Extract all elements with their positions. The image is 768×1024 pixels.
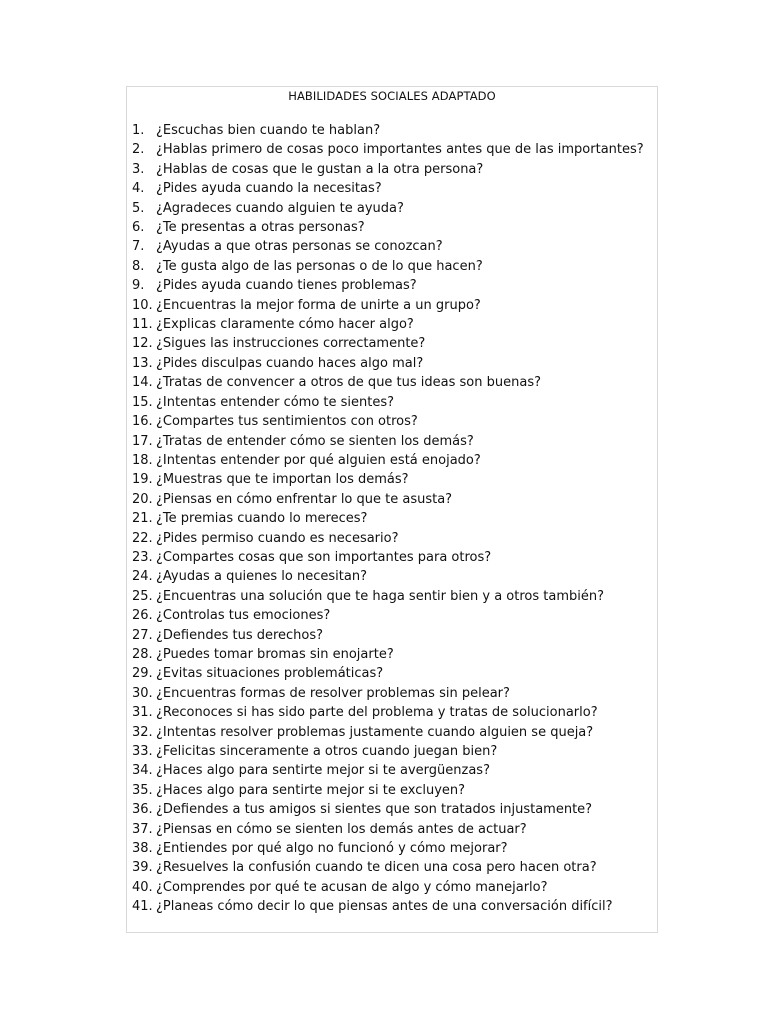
question-item bbox=[132, 276, 652, 295]
question-text: ¿Explicas claramente cómo hacer algo? bbox=[156, 317, 414, 333]
question-text: ¿Felicitas sinceramente a otros cuando juegan bien? bbox=[156, 744, 498, 759]
document-title: HABILIDADES SOCIALES ADAPTADO bbox=[288, 89, 496, 103]
question-item bbox=[132, 354, 652, 373]
question-item bbox=[132, 393, 652, 412]
question-item bbox=[132, 645, 652, 664]
question-number: 37. bbox=[132, 821, 153, 837]
question-number: 6. bbox=[132, 220, 145, 236]
question-item bbox=[132, 723, 652, 742]
question-item bbox=[132, 567, 652, 586]
question-item bbox=[132, 664, 652, 683]
question-item bbox=[132, 509, 652, 528]
question-text: ¿Encuentras la mejor forma de unirte a un grupo? bbox=[156, 297, 481, 313]
question-number: 30. bbox=[132, 685, 153, 701]
question-item bbox=[132, 412, 652, 431]
question-item bbox=[132, 470, 652, 489]
question-text: ¿Encuentras formas de resolver problemas sin pelear? bbox=[156, 685, 510, 701]
question-text: ¿Piensas en cómo enfrentar lo que te asusta? bbox=[156, 491, 453, 507]
question-number: 17. bbox=[132, 433, 153, 449]
question-text: ¿Defiendes a tus amigos si sientes que son tratados injustamente? bbox=[156, 802, 593, 818]
question-item bbox=[132, 587, 652, 606]
question-number: 28. bbox=[132, 646, 153, 662]
question-item bbox=[132, 490, 652, 509]
question-number: 34. bbox=[132, 763, 153, 779]
question-text: ¿Compartes tus sentimientos con otros? bbox=[156, 414, 418, 430]
question-number: 13. bbox=[132, 355, 153, 371]
question-text: ¿Encuentras una solución que te haga sentir bien y a otros también? bbox=[156, 588, 604, 604]
question-number: 20. bbox=[132, 491, 153, 507]
question-text: ¿Resuelves la confusión cuando te dicen una cosa pero hacen otra? bbox=[156, 860, 597, 876]
question-text: ¿Defiendes tus derechos? bbox=[156, 627, 324, 643]
question-text: ¿Hablas primero de cosas poco importantes antes que de las importantes? bbox=[156, 142, 644, 158]
question-number: 40. bbox=[132, 879, 153, 895]
question-item bbox=[132, 315, 652, 334]
question-text: ¿Agradeces cuando alguien te ayuda? bbox=[156, 200, 404, 216]
question-item bbox=[132, 334, 652, 353]
question-text: ¿Te premias cuando lo mereces? bbox=[156, 511, 368, 527]
question-number: 33. bbox=[132, 744, 153, 759]
question-item bbox=[132, 199, 652, 218]
question-number: 12. bbox=[132, 336, 153, 352]
question-number: 22. bbox=[132, 530, 153, 546]
question-number: 5. bbox=[132, 200, 145, 216]
question-number: 25. bbox=[132, 588, 153, 604]
question-number: 41. bbox=[132, 899, 153, 915]
question-list bbox=[132, 121, 652, 917]
question-text: ¿Ayudas a que otras personas se conozcan? bbox=[156, 239, 443, 255]
question-text: ¿Haces algo para sentirte mejor si te excluyen? bbox=[156, 782, 466, 798]
question-text: ¿Pides ayuda cuando tienes problemas? bbox=[156, 278, 417, 294]
question-number: 35. bbox=[132, 782, 153, 798]
question-item bbox=[132, 897, 652, 916]
question-number: 16. bbox=[132, 414, 153, 430]
question-text: ¿Piensas en cómo se sienten los demás antes de actuar? bbox=[156, 821, 527, 837]
question-number: 38. bbox=[132, 841, 153, 857]
question-number: 32. bbox=[132, 724, 153, 740]
question-number: 36. bbox=[132, 802, 153, 818]
question-item bbox=[132, 761, 652, 780]
question-text: ¿Sigues las instrucciones correctamente? bbox=[156, 336, 426, 352]
question-text: ¿Te gusta algo de las personas o de lo que hacen? bbox=[156, 258, 483, 274]
question-item bbox=[132, 839, 652, 858]
question-number: 29. bbox=[132, 666, 153, 682]
question-item bbox=[132, 606, 652, 625]
question-item bbox=[132, 684, 652, 703]
document-page bbox=[126, 86, 658, 933]
question-number: 21. bbox=[132, 511, 153, 527]
question-number: 31. bbox=[132, 705, 153, 721]
question-item bbox=[132, 373, 652, 392]
question-item bbox=[132, 257, 652, 276]
question-number: 27. bbox=[132, 627, 153, 643]
question-number: 23. bbox=[132, 549, 153, 565]
question-number: 8. bbox=[132, 258, 145, 274]
question-item bbox=[132, 781, 652, 800]
question-text: ¿Reconoces si has sido parte del problema y tratas de solucionarlo? bbox=[156, 705, 598, 721]
question-number: 11. bbox=[132, 317, 153, 333]
question-text: ¿Escuchas bien cuando te hablan? bbox=[156, 123, 381, 138]
question-item bbox=[132, 703, 652, 722]
question-text: ¿Intentas entender por qué alguien está enojado? bbox=[156, 452, 481, 468]
question-number: 26. bbox=[132, 608, 153, 624]
question-number: 7. bbox=[132, 239, 145, 255]
question-text: ¿Tratas de entender cómo se sienten los demás? bbox=[156, 433, 474, 449]
question-text: ¿Tratas de convencer a otros de que tus ideas son buenas? bbox=[156, 375, 541, 391]
question-number: 3. bbox=[132, 161, 145, 177]
question-text: ¿Pides ayuda cuando la necesitas? bbox=[156, 181, 382, 197]
question-number: 15. bbox=[132, 394, 153, 410]
question-item bbox=[132, 800, 652, 819]
question-number: 9. bbox=[132, 278, 145, 294]
question-item bbox=[132, 878, 652, 897]
question-item bbox=[132, 140, 652, 159]
question-text: ¿Compartes cosas que son importantes para otros? bbox=[156, 549, 492, 565]
question-text: ¿Controlas tus emociones? bbox=[156, 608, 331, 624]
question-number: 10. bbox=[132, 297, 153, 313]
question-item bbox=[132, 432, 652, 451]
question-item bbox=[132, 548, 652, 567]
question-number: 24. bbox=[132, 569, 153, 585]
question-item bbox=[132, 218, 652, 237]
question-item bbox=[132, 858, 652, 877]
question-text: ¿Pides permiso cuando es necesario? bbox=[156, 530, 399, 546]
question-text: ¿Ayudas a quienes lo necesitan? bbox=[156, 569, 367, 585]
question-item bbox=[132, 529, 652, 548]
question-text: ¿Te presentas a otras personas? bbox=[156, 220, 365, 236]
question-item bbox=[132, 742, 652, 761]
question-text: ¿Entiendes por qué algo no funcionó y cómo mejorar? bbox=[156, 841, 508, 857]
question-item bbox=[132, 160, 652, 179]
question-item bbox=[132, 296, 652, 315]
question-text: ¿Intentas entender cómo te sientes? bbox=[156, 394, 395, 410]
question-number: 2. bbox=[132, 142, 145, 158]
question-number: 39. bbox=[132, 860, 153, 876]
question-number: 4. bbox=[132, 181, 145, 197]
question-number: 1. bbox=[132, 123, 145, 138]
question-text: ¿Evitas situaciones problemáticas? bbox=[156, 666, 384, 682]
question-item bbox=[132, 626, 652, 645]
question-item bbox=[132, 121, 652, 140]
question-text: ¿Muestras que te importan los demás? bbox=[156, 472, 409, 488]
question-number: 19. bbox=[132, 472, 153, 488]
question-text: ¿Puedes tomar bromas sin enojarte? bbox=[156, 646, 394, 662]
question-text: ¿Comprendes por qué te acusan de algo y cómo manejarlo? bbox=[156, 879, 548, 895]
question-item bbox=[132, 451, 652, 470]
question-text: ¿Haces algo para sentirte mejor si te avergüenzas? bbox=[156, 763, 490, 779]
question-text: ¿Intentas resolver problemas justamente cuando alguien se queja? bbox=[156, 724, 594, 740]
question-number: 14. bbox=[132, 375, 153, 391]
question-text: ¿Hablas de cosas que le gustan a la otra persona? bbox=[156, 161, 484, 177]
question-item bbox=[132, 820, 652, 839]
question-text: ¿Pides disculpas cuando haces algo mal? bbox=[156, 355, 424, 371]
question-item bbox=[132, 237, 652, 256]
question-number: 18. bbox=[132, 452, 153, 468]
question-item bbox=[132, 179, 652, 198]
question-text: ¿Planeas cómo decir lo que piensas antes de una conversación difícil? bbox=[156, 899, 613, 915]
